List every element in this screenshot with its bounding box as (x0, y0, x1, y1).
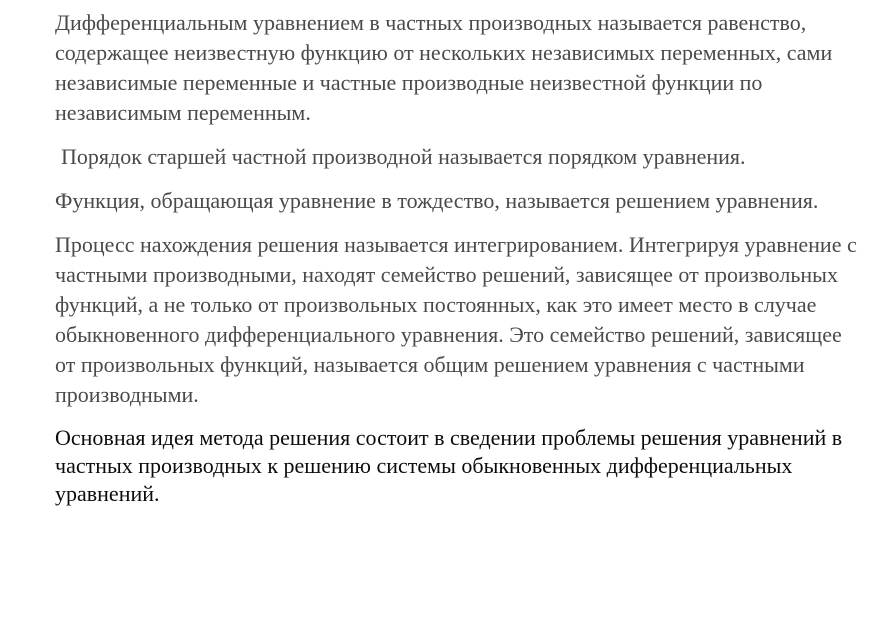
paragraph-order: Порядок старшей частной производной называется порядком уравнения. (61, 144, 746, 169)
paragraph-solution: Функция, обращающая уравнение в тождество, называется решением уравнения. (55, 188, 819, 213)
paragraph-definition: Дифференциальным уравнением в частных производных называется равенство, содержащее неизвестную функцию от нескольких независимых переменных, сами независимые переменные и частные производные неизвестной функции по независимым переменным. (55, 10, 833, 125)
paragraph-method: Основная идея метода решения состоит в сведении проблемы решения уравнений в частных производных к решению системы обыкновенных дифференциальных уравнений. (55, 425, 843, 506)
document-body (55, 8, 865, 522)
paragraph-integration: Процесс нахождения решения называется интегрированием. Интегрируя уравнение с частными производными, находят семейство решений, зависящее от произвольных функций, а не только от произвольных постоянных, как это имеет место в случае обыкновенного дифференциального уравнения. Это семейство решений, зависящее от произвольных функций, называется общим решением уравнения с частными производными. (55, 232, 857, 407)
